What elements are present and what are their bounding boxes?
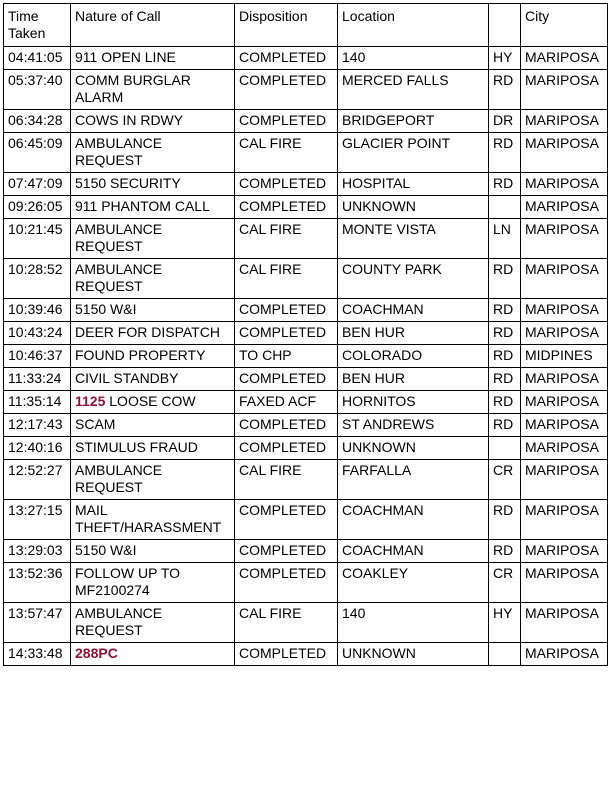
call-nature-text: AMBULANCE REQUEST (75, 261, 167, 294)
street-suffix-cell: HY (489, 603, 521, 643)
street-suffix-cell: RD (489, 414, 521, 437)
call-nature-text: AMBULANCE REQUEST (75, 135, 167, 168)
location-cell: BEN HUR (338, 322, 489, 345)
disposition-cell: COMPLETED (235, 70, 338, 110)
nature-of-call-cell (71, 219, 235, 259)
nature-of-call-cell (71, 563, 235, 603)
location-cell: 140 (338, 603, 489, 643)
city-cell: MARIPOSA (521, 437, 608, 460)
street-suffix-cell: CR (489, 563, 521, 603)
city-cell: MARIPOSA (521, 391, 608, 414)
city-cell: MIDPINES (521, 345, 608, 368)
disposition-cell: COMPLETED (235, 173, 338, 196)
city-cell: MARIPOSA (521, 219, 608, 259)
header-city: City (521, 4, 608, 47)
location-cell: ST ANDREWS (338, 414, 489, 437)
call-nature-text: COMM BURGLAR ALARM (75, 72, 195, 105)
table-row (4, 110, 608, 133)
time-taken-cell: 09:26:05 (4, 196, 71, 219)
street-suffix-cell: RD (489, 368, 521, 391)
call-nature-text: AMBULANCE REQUEST (75, 221, 167, 254)
time-taken-cell: 13:57:47 (4, 603, 71, 643)
time-taken-cell: 10:39:46 (4, 299, 71, 322)
table-row (4, 368, 608, 391)
table-row (4, 460, 608, 500)
disposition-cell: COMPLETED (235, 110, 338, 133)
nature-of-call-cell (71, 70, 235, 110)
street-suffix-cell: RD (489, 500, 521, 540)
street-suffix-cell: DR (489, 110, 521, 133)
city-cell: MARIPOSA (521, 196, 608, 219)
time-taken-cell: 12:40:16 (4, 437, 71, 460)
city-cell: MARIPOSA (521, 563, 608, 603)
location-cell: 140 (338, 47, 489, 70)
table-row (4, 391, 608, 414)
table-row (4, 540, 608, 563)
table-row (4, 643, 608, 666)
time-taken-cell: 14:33:48 (4, 643, 71, 666)
disposition-cell: CAL FIRE (235, 219, 338, 259)
nature-of-call-cell (71, 437, 235, 460)
nature-of-call-cell (71, 322, 235, 345)
call-nature-text: LOOSE COW (105, 393, 196, 409)
location-cell: COACHMAN (338, 540, 489, 563)
location-cell: GLACIER POINT (338, 133, 489, 173)
call-nature-text: AMBULANCE REQUEST (75, 605, 167, 638)
disposition-cell: COMPLETED (235, 437, 338, 460)
disposition-cell: COMPLETED (235, 47, 338, 70)
street-suffix-cell: RD (489, 345, 521, 368)
time-taken-cell: 11:35:14 (4, 391, 71, 414)
time-taken-cell: 12:17:43 (4, 414, 71, 437)
header-suffix (489, 4, 521, 47)
time-taken-cell: 05:37:40 (4, 70, 71, 110)
location-cell: COACHMAN (338, 500, 489, 540)
nature-of-call-cell (71, 173, 235, 196)
disposition-cell: COMPLETED (235, 563, 338, 603)
location-cell: UNKNOWN (338, 196, 489, 219)
call-nature-text: 911 OPEN LINE (75, 49, 176, 65)
nature-of-call-cell (71, 603, 235, 643)
nature-of-call-cell (71, 368, 235, 391)
nature-of-call-cell (71, 500, 235, 540)
city-cell: MARIPOSA (521, 70, 608, 110)
location-cell: HORNITOS (338, 391, 489, 414)
call-nature-text: 5150 W&I (75, 542, 137, 558)
disposition-cell: COMPLETED (235, 500, 338, 540)
table-row (4, 603, 608, 643)
call-nature-text: SCAM (75, 416, 116, 432)
nature-of-call-cell (71, 259, 235, 299)
time-taken-cell: 06:34:28 (4, 110, 71, 133)
call-code: 1125 (75, 393, 106, 409)
table-row (4, 219, 608, 259)
street-suffix-cell: RD (489, 540, 521, 563)
city-cell: MARIPOSA (521, 414, 608, 437)
location-cell: MERCED FALLS (338, 70, 489, 110)
street-suffix-cell: RD (489, 299, 521, 322)
city-cell: MARIPOSA (521, 259, 608, 299)
time-taken-cell: 13:52:36 (4, 563, 71, 603)
location-cell: BRIDGEPORT (338, 110, 489, 133)
call-nature-text: STIMULUS FRAUD (75, 439, 198, 455)
nature-of-call-cell (71, 391, 235, 414)
nature-of-call-cell (71, 460, 235, 500)
street-suffix-cell: LN (489, 219, 521, 259)
call-nature-text: FOLLOW UP TO MF2100274 (75, 565, 184, 598)
table-row (4, 322, 608, 345)
disposition-cell: COMPLETED (235, 643, 338, 666)
time-taken-cell: 13:27:15 (4, 500, 71, 540)
city-cell: MARIPOSA (521, 47, 608, 70)
header-time-taken: Time Taken (4, 4, 71, 47)
table-row (4, 173, 608, 196)
nature-of-call-cell (71, 540, 235, 563)
street-suffix-cell: RD (489, 391, 521, 414)
city-cell: MARIPOSA (521, 133, 608, 173)
time-taken-cell: 10:43:24 (4, 322, 71, 345)
disposition-cell: COMPLETED (235, 322, 338, 345)
time-taken-cell: 10:28:52 (4, 259, 71, 299)
header-location: Location (338, 4, 489, 47)
table-row (4, 70, 608, 110)
time-taken-cell: 12:52:27 (4, 460, 71, 500)
time-taken-cell: 06:45:09 (4, 133, 71, 173)
disposition-cell: CAL FIRE (235, 460, 338, 500)
time-taken-cell: 04:41:05 (4, 47, 71, 70)
call-code: 288PC (75, 645, 118, 661)
location-cell: FARFALLA (338, 460, 489, 500)
nature-of-call-cell (71, 345, 235, 368)
location-cell: BEN HUR (338, 368, 489, 391)
location-cell: MONTE VISTA (338, 219, 489, 259)
disposition-cell: CAL FIRE (235, 603, 338, 643)
table-row (4, 299, 608, 322)
call-nature-text: 5150 SECURITY (75, 175, 181, 191)
disposition-cell: FAXED ACF (235, 391, 338, 414)
location-cell: COACHMAN (338, 299, 489, 322)
disposition-cell: COMPLETED (235, 196, 338, 219)
header-disposition: Disposition (235, 4, 338, 47)
table-row (4, 133, 608, 173)
disposition-cell: COMPLETED (235, 368, 338, 391)
call-nature-text: DEER FOR DISPATCH (75, 324, 220, 340)
location-cell: UNKNOWN (338, 437, 489, 460)
location-cell: UNKNOWN (338, 643, 489, 666)
nature-of-call-cell (71, 110, 235, 133)
table-row (4, 563, 608, 603)
call-nature-text: FOUND PROPERTY (75, 347, 206, 363)
disposition-cell: COMPLETED (235, 299, 338, 322)
call-nature-text: MAIL THEFT/HARASSMENT (75, 502, 222, 535)
nature-of-call-cell (71, 643, 235, 666)
nature-of-call-cell (71, 299, 235, 322)
city-cell: MARIPOSA (521, 540, 608, 563)
disposition-cell: CAL FIRE (235, 259, 338, 299)
table-row (4, 414, 608, 437)
location-cell: HOSPITAL (338, 173, 489, 196)
nature-of-call-cell (71, 47, 235, 70)
time-taken-cell: 11:33:24 (4, 368, 71, 391)
header-nature-of-call: Nature of Call (71, 4, 235, 47)
header-row (4, 4, 608, 47)
table-row (4, 259, 608, 299)
call-nature-text: AMBULANCE REQUEST (75, 462, 167, 495)
city-cell: MARIPOSA (521, 460, 608, 500)
street-suffix-cell (489, 437, 521, 460)
city-cell: MARIPOSA (521, 368, 608, 391)
call-nature-text: 5150 W&I (75, 301, 137, 317)
table-row (4, 196, 608, 219)
street-suffix-cell: RD (489, 173, 521, 196)
table-row (4, 500, 608, 540)
street-suffix-cell: HY (489, 47, 521, 70)
disposition-cell: TO CHP (235, 345, 338, 368)
city-cell: MARIPOSA (521, 322, 608, 345)
street-suffix-cell: CR (489, 460, 521, 500)
street-suffix-cell: RD (489, 133, 521, 173)
location-cell: COLORADO (338, 345, 489, 368)
location-cell: COAKLEY (338, 563, 489, 603)
city-cell: MARIPOSA (521, 643, 608, 666)
call-log-table (3, 3, 608, 666)
city-cell: MARIPOSA (521, 173, 608, 196)
disposition-cell: CAL FIRE (235, 133, 338, 173)
table-row (4, 47, 608, 70)
location-cell: COUNTY PARK (338, 259, 489, 299)
city-cell: MARIPOSA (521, 500, 608, 540)
street-suffix-cell (489, 643, 521, 666)
time-taken-cell: 13:29:03 (4, 540, 71, 563)
street-suffix-cell: RD (489, 70, 521, 110)
disposition-cell: COMPLETED (235, 540, 338, 563)
table-row (4, 345, 608, 368)
time-taken-cell: 10:46:37 (4, 345, 71, 368)
nature-of-call-cell (71, 133, 235, 173)
time-taken-cell: 10:21:45 (4, 219, 71, 259)
table-body (4, 47, 608, 666)
nature-of-call-cell (71, 414, 235, 437)
table-row (4, 437, 608, 460)
city-cell: MARIPOSA (521, 603, 608, 643)
city-cell: MARIPOSA (521, 299, 608, 322)
call-nature-text: 911 PHANTOM CALL (75, 198, 210, 214)
disposition-cell: COMPLETED (235, 414, 338, 437)
nature-of-call-cell (71, 196, 235, 219)
call-nature-text: CIVIL STANDBY (75, 370, 179, 386)
time-taken-cell: 07:47:09 (4, 173, 71, 196)
street-suffix-cell (489, 196, 521, 219)
city-cell: MARIPOSA (521, 110, 608, 133)
street-suffix-cell: RD (489, 322, 521, 345)
call-nature-text: COWS IN RDWY (75, 112, 184, 128)
street-suffix-cell: RD (489, 259, 521, 299)
